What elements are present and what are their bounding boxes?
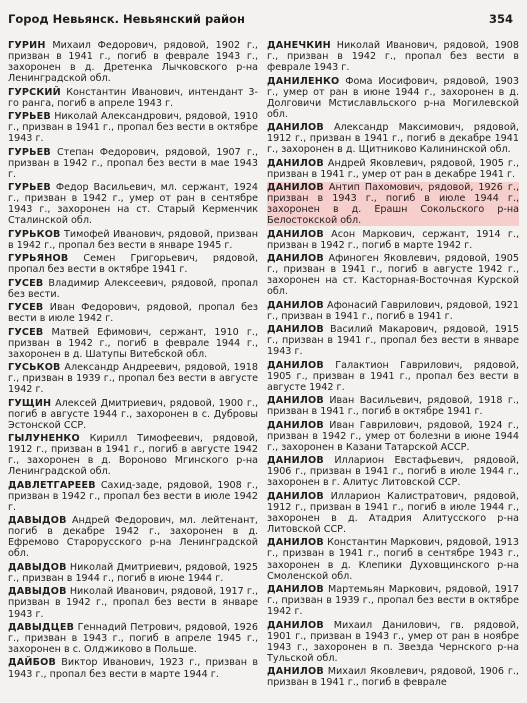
entry-details: Степан Федорович, рядовой, 1907 г., призван в 1942 г., пропал без вести в мае 1943 г. [8, 146, 258, 180]
entry-details: Николай Иванович, рядовой, 1917 г., призван в 1942 г., пропал без вести в январе 1943 г. [8, 586, 258, 620]
list-item [267, 158, 519, 180]
entry-surname: ДАНИЛОВ [267, 395, 324, 407]
entry-surname: ДАНИЛОВ [267, 619, 324, 631]
entry-details: Геннадий Петрович, рядовой, 1926 г., призван в 1943 г., погиб в апреле 1945 г., захоронен в с. Олджиково в Польше. [8, 621, 258, 656]
entry-surname: ДАНИЛОВ [267, 455, 324, 467]
list-item [8, 182, 258, 226]
entry-details: Сахид-заде, рядовой, 1908 г., призван в 1942 г., пропал без вести в июле 1942 г. [8, 479, 258, 513]
entry-surname: ДАВЫДОВ [8, 515, 67, 527]
list-item [267, 395, 519, 417]
entry-details: Константин Иванович, интендант 3-го ранга, погиб в апреле 1943 г. [8, 86, 258, 109]
entry-surname: ДАВЫДЦЕВ [8, 621, 75, 633]
entry-surname: ДАНИЛОВ [267, 490, 324, 502]
left-column [8, 40, 258, 682]
list-item [8, 362, 258, 395]
entry-surname: ДАВЫДОВ [8, 586, 67, 598]
list-item [8, 622, 258, 655]
entry-details: Илларион Евстафьевич, рядовой, 1906 г., призван в 1941 г., погиб в июле 1944 г., захоронен в г. Алитус Литовской ССР. [267, 455, 519, 489]
entry-details: Антип Пахомович, рядовой, 1926 г., призван в 1943 г., погиб в июле 1944 г., захоронен в д. Ерашн Сокольского р-на Белостокской обл. [267, 182, 519, 227]
entry-details: Николай Иванович, рядовой, 1908 г., призван в 1942 г., пропал без вести в феврале 1943 г. [267, 40, 519, 74]
entry-surname: ГУРЬЕВ [8, 111, 51, 123]
entry-surname: ДАНИЛОВ [267, 359, 324, 371]
list-item [267, 584, 519, 617]
entry-details: Алексей Дмитриевич, рядовой, 1900 г., погиб в августе 1944 г., захоронен в с. Дубровы Эстонской ССР. [8, 397, 258, 431]
list-item [8, 302, 258, 324]
page-number: 354 [488, 12, 513, 26]
list-item [267, 455, 519, 488]
entry-details: Иван Васильевич, рядовой, 1918 г., призван в 1941 г., погиб в октябре 1941 г. [267, 395, 519, 418]
list-item [8, 87, 258, 109]
entry-surname: ДАНИЛОВ [267, 228, 324, 240]
page-header [8, 12, 519, 30]
list-item [267, 76, 519, 120]
entry-surname: ДАНИЛОВ [267, 584, 324, 596]
list-item [267, 229, 519, 251]
entry-details: Тимофей Иванович, рядовой, призван в 1942 г., пропал без вести в январе 1945 г. [8, 228, 258, 251]
entry-details: Андрей Федорович, мл. лейтенант, погиб в декабре 1942 г., захоронен в д. Ефремово Старорусского р-на Ленинградской обл. [8, 515, 258, 560]
entry-surname: ГУСЬКОВ [8, 362, 61, 374]
list-item [8, 480, 258, 513]
entry-details: Мартемьян Маркович, рядовой, 1917 г., призван в 1939 г., пропал без вести в октябре 1942 г. [267, 584, 519, 618]
entry-surname: ГУРИН [8, 40, 46, 51]
entry-details: Семен Григорьевич, рядовой, пропал без вести в октябре 1941 г. [8, 253, 258, 276]
entry-details: Кирилл Тимофеевич, рядовой, 1912 г., призван в 1941 г., погиб в августе 1942 г., захоронен в д. Вороново Мгинского р-на Ленинградской обл. [8, 433, 258, 478]
entry-surname: ДАНИЛОВ [267, 182, 324, 194]
entry-surname: ДАЙБОВ [8, 657, 56, 669]
list-item [267, 666, 519, 688]
entry-surname: ГУРСКИЙ [8, 86, 61, 98]
list-item [8, 229, 258, 251]
list-item [267, 300, 519, 322]
entry-surname: ДАНИЛОВ [267, 122, 324, 134]
entry-details: Афиноген Яковлевич, рядовой, 1905 г., призван в 1941 г., погиб в августе 1942 г., захоронен на ст. Касторная-Восточная Курской обл. [267, 253, 519, 298]
entry-surname: ДАНИЛЕНКО [267, 75, 340, 87]
entry-surname: ГУСЕВ [8, 326, 44, 338]
list-item [267, 620, 519, 664]
entry-details: Николай Дмитриевич, рядовой, 1925 г., призван в 1944 г., погиб в июне 1944 г. [8, 561, 258, 584]
entry-details: Виктор Иванович, 1923 г., призван в 1943 г., пропал без вести в марте 1944 г. [8, 657, 258, 680]
entry-surname: ГЫЛУНЕНКО [8, 433, 80, 445]
list-item [267, 122, 519, 155]
list-item [8, 147, 258, 180]
entry-details: Константин Маркович, рядовой, 1913 г., призван в 1941 г., погиб в сентябре 1943 г., захоронен в д. Клепики Духовщинского р-на Смоленской обл. [267, 537, 519, 582]
list-item [267, 324, 519, 357]
list-item [8, 657, 258, 679]
list-item [267, 253, 519, 297]
entry-details: Матвей Ефимович, сержант, 1910 г., призван в 1942 г., погиб в феврале 1944 г., захоронен в д. Шатупы Витебской обл. [8, 326, 258, 360]
list-item [8, 253, 258, 275]
entry-details: Иван Гаврилович, рядовой, 1924 г., призван в 1942 г., умер от болезни в июне 1944 г., захоронен в Казани Татарской АССР. [267, 419, 519, 453]
entry-surname: ГУРЬКОВ [8, 228, 61, 240]
list-item [8, 562, 258, 584]
entry-details: Фома Иосифович, рядовой, 1903 г., умер от ран в июне 1944 г., захоронен в д. Долговичи Мстиславльского р-на Могилевской обл. [267, 75, 519, 120]
entry-details: Александр Андреевич, рядовой, 1918 г., призван в 1939 г., пропал без вести в августе 1942 г. [8, 362, 258, 396]
entry-surname: ДАНИЛОВ [267, 537, 324, 549]
list-item [8, 433, 258, 477]
list-item [267, 40, 519, 73]
entry-details: Александр Максимович, рядовой, 1912 г., призван в 1941 г., погиб в декабре 1941 г., захоронен в д. Щитниково Калининской обл. [267, 122, 519, 156]
entry-surname: ДАНЕЧКИН [267, 40, 331, 51]
entry-surname: ДАНИЛОВ [267, 419, 324, 431]
entry-surname: ГУРЬЯНОВ [8, 253, 69, 265]
entry-surname: ДАНИЛОВ [267, 324, 324, 336]
list-item [267, 360, 519, 393]
list-item [8, 278, 258, 300]
entry-details: Михаил Яковлевич, рядовой, 1906 г., призван в 1941 г., погиб в феврале [267, 666, 519, 689]
list-item [8, 111, 258, 144]
entry-details: Асон Маркович, сержант, 1914 г., призван в 1942 г., погиб в марте 1942 г. [267, 228, 519, 251]
entry-surname: ГУСЕВ [8, 277, 44, 289]
list-item [267, 420, 519, 453]
entry-details: Владимир Алексеевич, рядовой, пропал без вести. [8, 277, 258, 300]
entry-surname: ГУЩИН [8, 397, 52, 409]
entry-surname: ДАНИЛОВ [267, 666, 324, 678]
list-item [8, 515, 258, 559]
entry-details: Михаил Данилович, гв. рядовой, 1901 г., призван в 1943 г., умер от ран в ноябре 1943 г., захоронен в п. Звезда Чернского р-на Тульской обл. [267, 619, 519, 664]
list-item [8, 40, 258, 84]
entry-details: Илларион Калистратович, рядовой, 1912 г., призван в 1941 г., погиб в июле 1944 г., захоронен в д. Атадрия Алитусского р-на Литовской ССР. [267, 490, 519, 535]
entry-details: Галактион Гаврилович, рядовой, 1905 г., призван в 1941 г., пропал без вести в августе 1942 г. [267, 359, 519, 393]
entry-details: Михаил Федорович, рядовой, 1902 г., призван в 1941 г., погиб в феврале 1943 г., захоронен в д. Дретенка Лычковского р-на Ленинградской обл. [8, 40, 258, 85]
entry-details: Федор Васильевич, мл. сержант, 1924 г., призван в 1942 г., умер от ран в сентябре 1943 г., захоронен на ст. Старый Керменчик Сталинской обл. [8, 182, 258, 227]
list-item [267, 537, 519, 581]
entry-surname: ГУРЬЕВ [8, 146, 51, 158]
entry-surname: ГУСЕВ [8, 302, 44, 314]
list-item [267, 491, 519, 535]
entry-details: Иван Федорович, рядовой, пропал без вести в июле 1942 г. [8, 302, 258, 325]
right-column [267, 40, 519, 691]
entry-surname: ДАНИЛОВ [267, 299, 324, 311]
list-item [8, 586, 258, 619]
entry-surname: ДАНИЛОВ [267, 253, 324, 265]
entry-surname: ДАВЫДОВ [8, 561, 67, 573]
entry-surname: ГУРЬЕВ [8, 182, 51, 194]
list-item [8, 398, 258, 431]
entry-details: Афонасий Гаврилович, рядовой, 1921 г., призван в 1941 г., погиб в 1941 г. [267, 299, 519, 322]
list-item [267, 182, 519, 226]
entry-details: Николай Александрович, рядовой, 1910 г., призван в 1941 г., пропал без вести в октябре 1943 г. [8, 111, 258, 145]
entry-surname: ДАВЛЕТГАРЕЕВ [8, 479, 96, 491]
page-title: Город Невьянск. Невьянский район [8, 12, 245, 26]
list-item [8, 327, 258, 360]
entry-details: Андрей Яковлевич, рядовой, 1905 г., призван в 1941 г., умер от ран в декабре 1941 г. [267, 157, 519, 180]
entry-surname: ДАНИЛОВ [267, 157, 324, 169]
entry-details: Василий Макарович, рядовой, 1915 г., призван в 1941 г., пропал без вести в январе 1943 г. [267, 324, 519, 358]
